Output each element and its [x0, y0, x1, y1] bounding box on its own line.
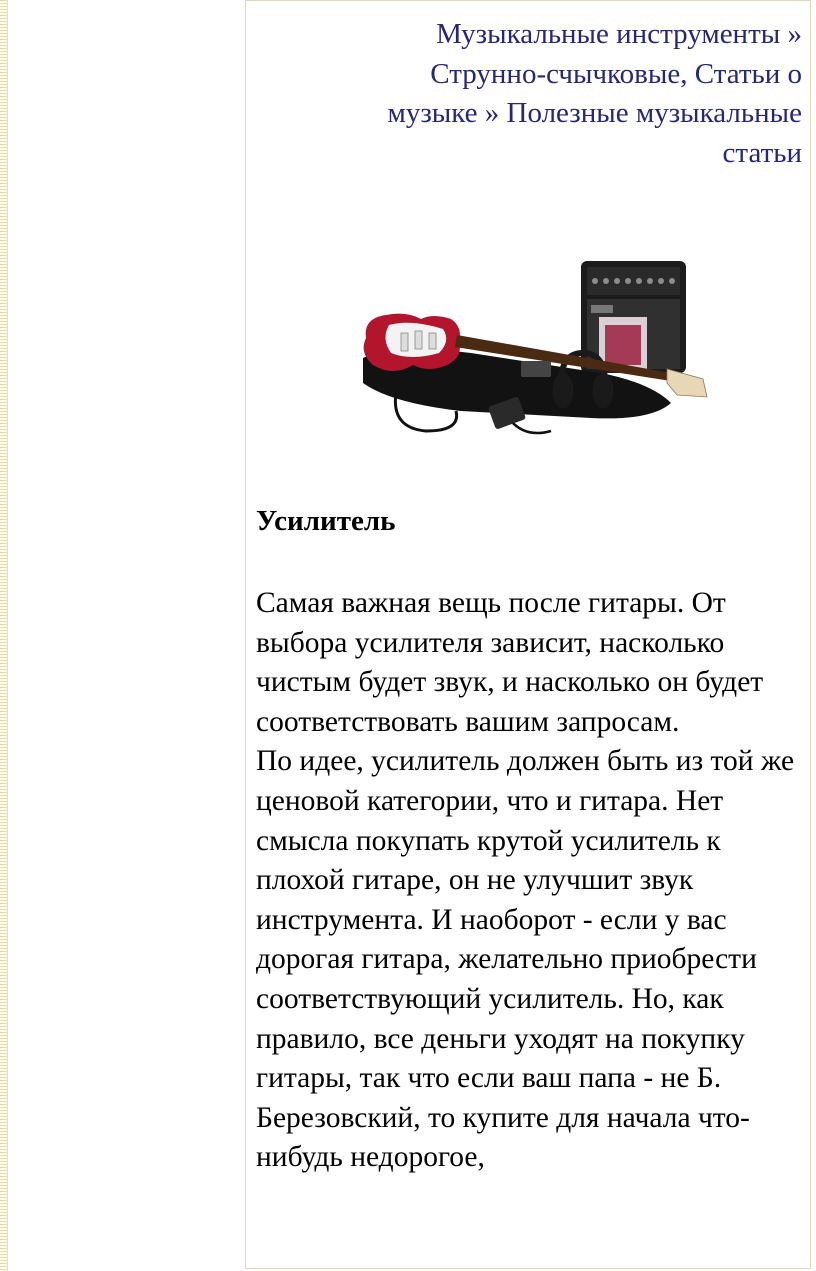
breadcrumb-comma: ,: [680, 57, 695, 90]
guitar-kit-photo: [351, 253, 721, 458]
breadcrumb-separator: »: [477, 97, 507, 129]
breadcrumb-link-music-articles[interactable]: Статьи о музыке: [387, 57, 802, 129]
breadcrumb-link-useful-articles[interactable]: Полезные музыкальные статьи: [506, 97, 802, 169]
article-body: [256, 584, 808, 1178]
article-frame: [245, 0, 811, 1269]
tuner-pedal: [521, 361, 551, 377]
breadcrumb-link-musical-instruments[interactable]: Музыкальные инструменты: [436, 18, 781, 50]
breadcrumb-link-strings[interactable]: Струнно-счычковые: [430, 57, 681, 90]
article-paragraph: По идее, усилитель должен быть из той же ценовой категории, что и гитара. Нет смысла покупать крутой усилитель к плохой гитаре, он не улучшит звук инструмента. И наоборот - если у вас дорогая гитара, желательно приобрести соответствующий усилитель. Но, как правило, все деньги уходят на покупку гитары, так что если ваш папа - не Б. Березовский, то купите для начала что-нибудь недорогое,: [256, 745, 795, 1174]
article-paragraph: Самая важная вещь после гитары. От выбора усилителя зависит, насколько чистым будет звук, и насколько он будет соответствовать вашим запросам.: [256, 587, 764, 738]
left-decorative-strip: [0, 0, 8, 1271]
breadcrumb-separator: »: [780, 18, 802, 50]
article-heading: Усилитель: [256, 505, 396, 537]
breadcrumb: [342, 15, 802, 173]
